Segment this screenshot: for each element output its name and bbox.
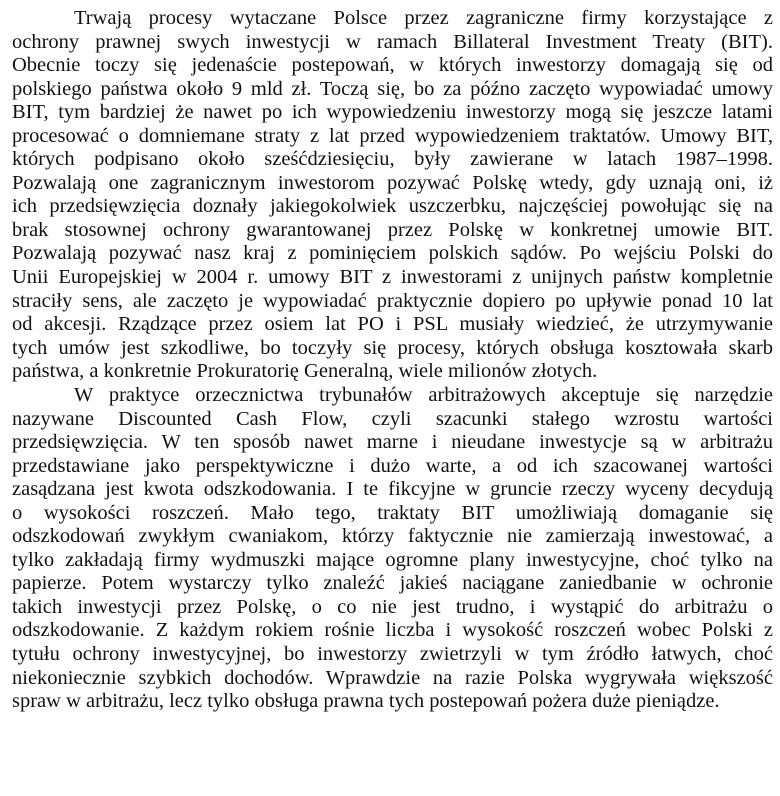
text-line: spraw w arbitrażu, lecz tylko obsługa prawna tych postepowań pożera duże pieniądze. — [12, 690, 720, 713]
text-line: od akcesji. Rządzące przez osiem lat PO i PSL musiały wiedzieć, że utrzymywanie — [12, 313, 773, 336]
paragraph-bit-treaties — [12, 7, 773, 384]
text-line: procesować o domniemane straty z lat przed wypowiedzeniem traktatów. Umowy BIT, — [12, 124, 773, 147]
text-line: papierze. Potem wystarczy tylko znaleźć jakieś naciągane zaniedbanie w ochronie — [12, 572, 773, 595]
text-line: tylko zakładają firmy wydmuszki mające ogromne plany inwestycyjne, choć tylko na — [12, 548, 773, 571]
text-line: Trwają procesy wytaczane Polsce przez zagraniczne firmy korzystające z — [74, 7, 773, 29]
text-line: odszkodowanie. Z każdym rokiem rośnie liczba i wysokość roszczeń wobec Polski z — [12, 619, 773, 642]
text-line: niekoniecznie szybkich dochodów. Wprawdzie na razie Polska wygrywała większość — [12, 666, 773, 689]
text-line: Obecnie toczy się jedenaście postepowań, w których inwestorzy domagają się od — [12, 54, 773, 77]
text-line: ich przedsięwzięcia doznały jakiegokolwiek uszczerbku, najczęściej powołując się na — [12, 195, 773, 218]
text-line: Unii Europejskiej w 2004 r. umowy BIT z inwestorami z unijnych państw kompletnie — [12, 266, 773, 289]
text-line: takich inwestycji przez Polskę, o co nie jest trudno, i wystąpić do arbitrażu o — [12, 595, 773, 618]
text-line: straciły sens, ale zaczęto je wypowiadać praktycznie dopiero po upływie ponad 10 lat — [12, 289, 773, 312]
text-line: ochrony prawnej swych inwestycji w ramach Billateral Investment Treaty (BIT). — [12, 30, 773, 53]
text-line: Pozwalają one zagranicznym inwestorom pozywać Polskę wtedy, gdy uznają oni, iż — [12, 171, 773, 194]
text-line: W praktyce orzecznictwa trybunałów arbitrażowych akceptuje się narzędzie — [74, 384, 773, 406]
text-line: o wysokości roszczeń. Mało tego, traktaty BIT umożliwiają domaganie się — [12, 501, 773, 524]
text-line: BIT, tym bardziej że nawet po ich wypowiedzeniu inwestorzy mogą się jeszcze latami — [12, 101, 773, 124]
text-line: brak stosownej ochrony gwarantowanej przez Polskę w konkretnej umowie BIT. — [12, 218, 773, 241]
text-line: odszkodowań zwykłym cwaniakom, którzy faktycznie nie zamierzają inwestować, a — [12, 525, 773, 548]
text-line: zasądzana jest kwota odszkodowania. I te fikcyjne w gruncie rzeczy wyceny decydują — [12, 478, 773, 501]
text-line: których podpisano około sześćdziesięciu, były zawierane w latach 1987–1998. — [12, 148, 773, 171]
text-line: tych umów jest szkodliwe, bo toczyły się procesy, których obsługa kosztowała skarb — [12, 336, 773, 359]
text-line: polskiego państwa około 9 mld zł. Toczą się, bo za późno zaczęto wypowiadać umowy — [12, 77, 773, 100]
text-line: państwa, a konkretnie Prokuratorię Generalną, wiele milionów złotych. — [12, 360, 598, 383]
text-line: tytułu ochrony inwestycyjnej, bo inwestorzy zwietrzyli w tym źródło łatwych, choć — [12, 643, 773, 666]
text-line: Pozwalają pozywać nasz kraj z pominięciem polskich sądów. Po wejściu Polski do — [12, 242, 773, 265]
paragraph-arbitration-practice — [12, 384, 773, 714]
text-line: przedstawiane jako perspektywiczne i dużo warte, a od ich szacowanej wartości — [12, 454, 773, 477]
text-line: nazywane Discounted Cash Flow, czyli szacunki stałego wzrostu wartości — [12, 407, 773, 430]
text-line: przedsięwzięcia. W ten sposób nawet marne i nieudane inwestycje są w arbitrażu — [12, 431, 773, 454]
